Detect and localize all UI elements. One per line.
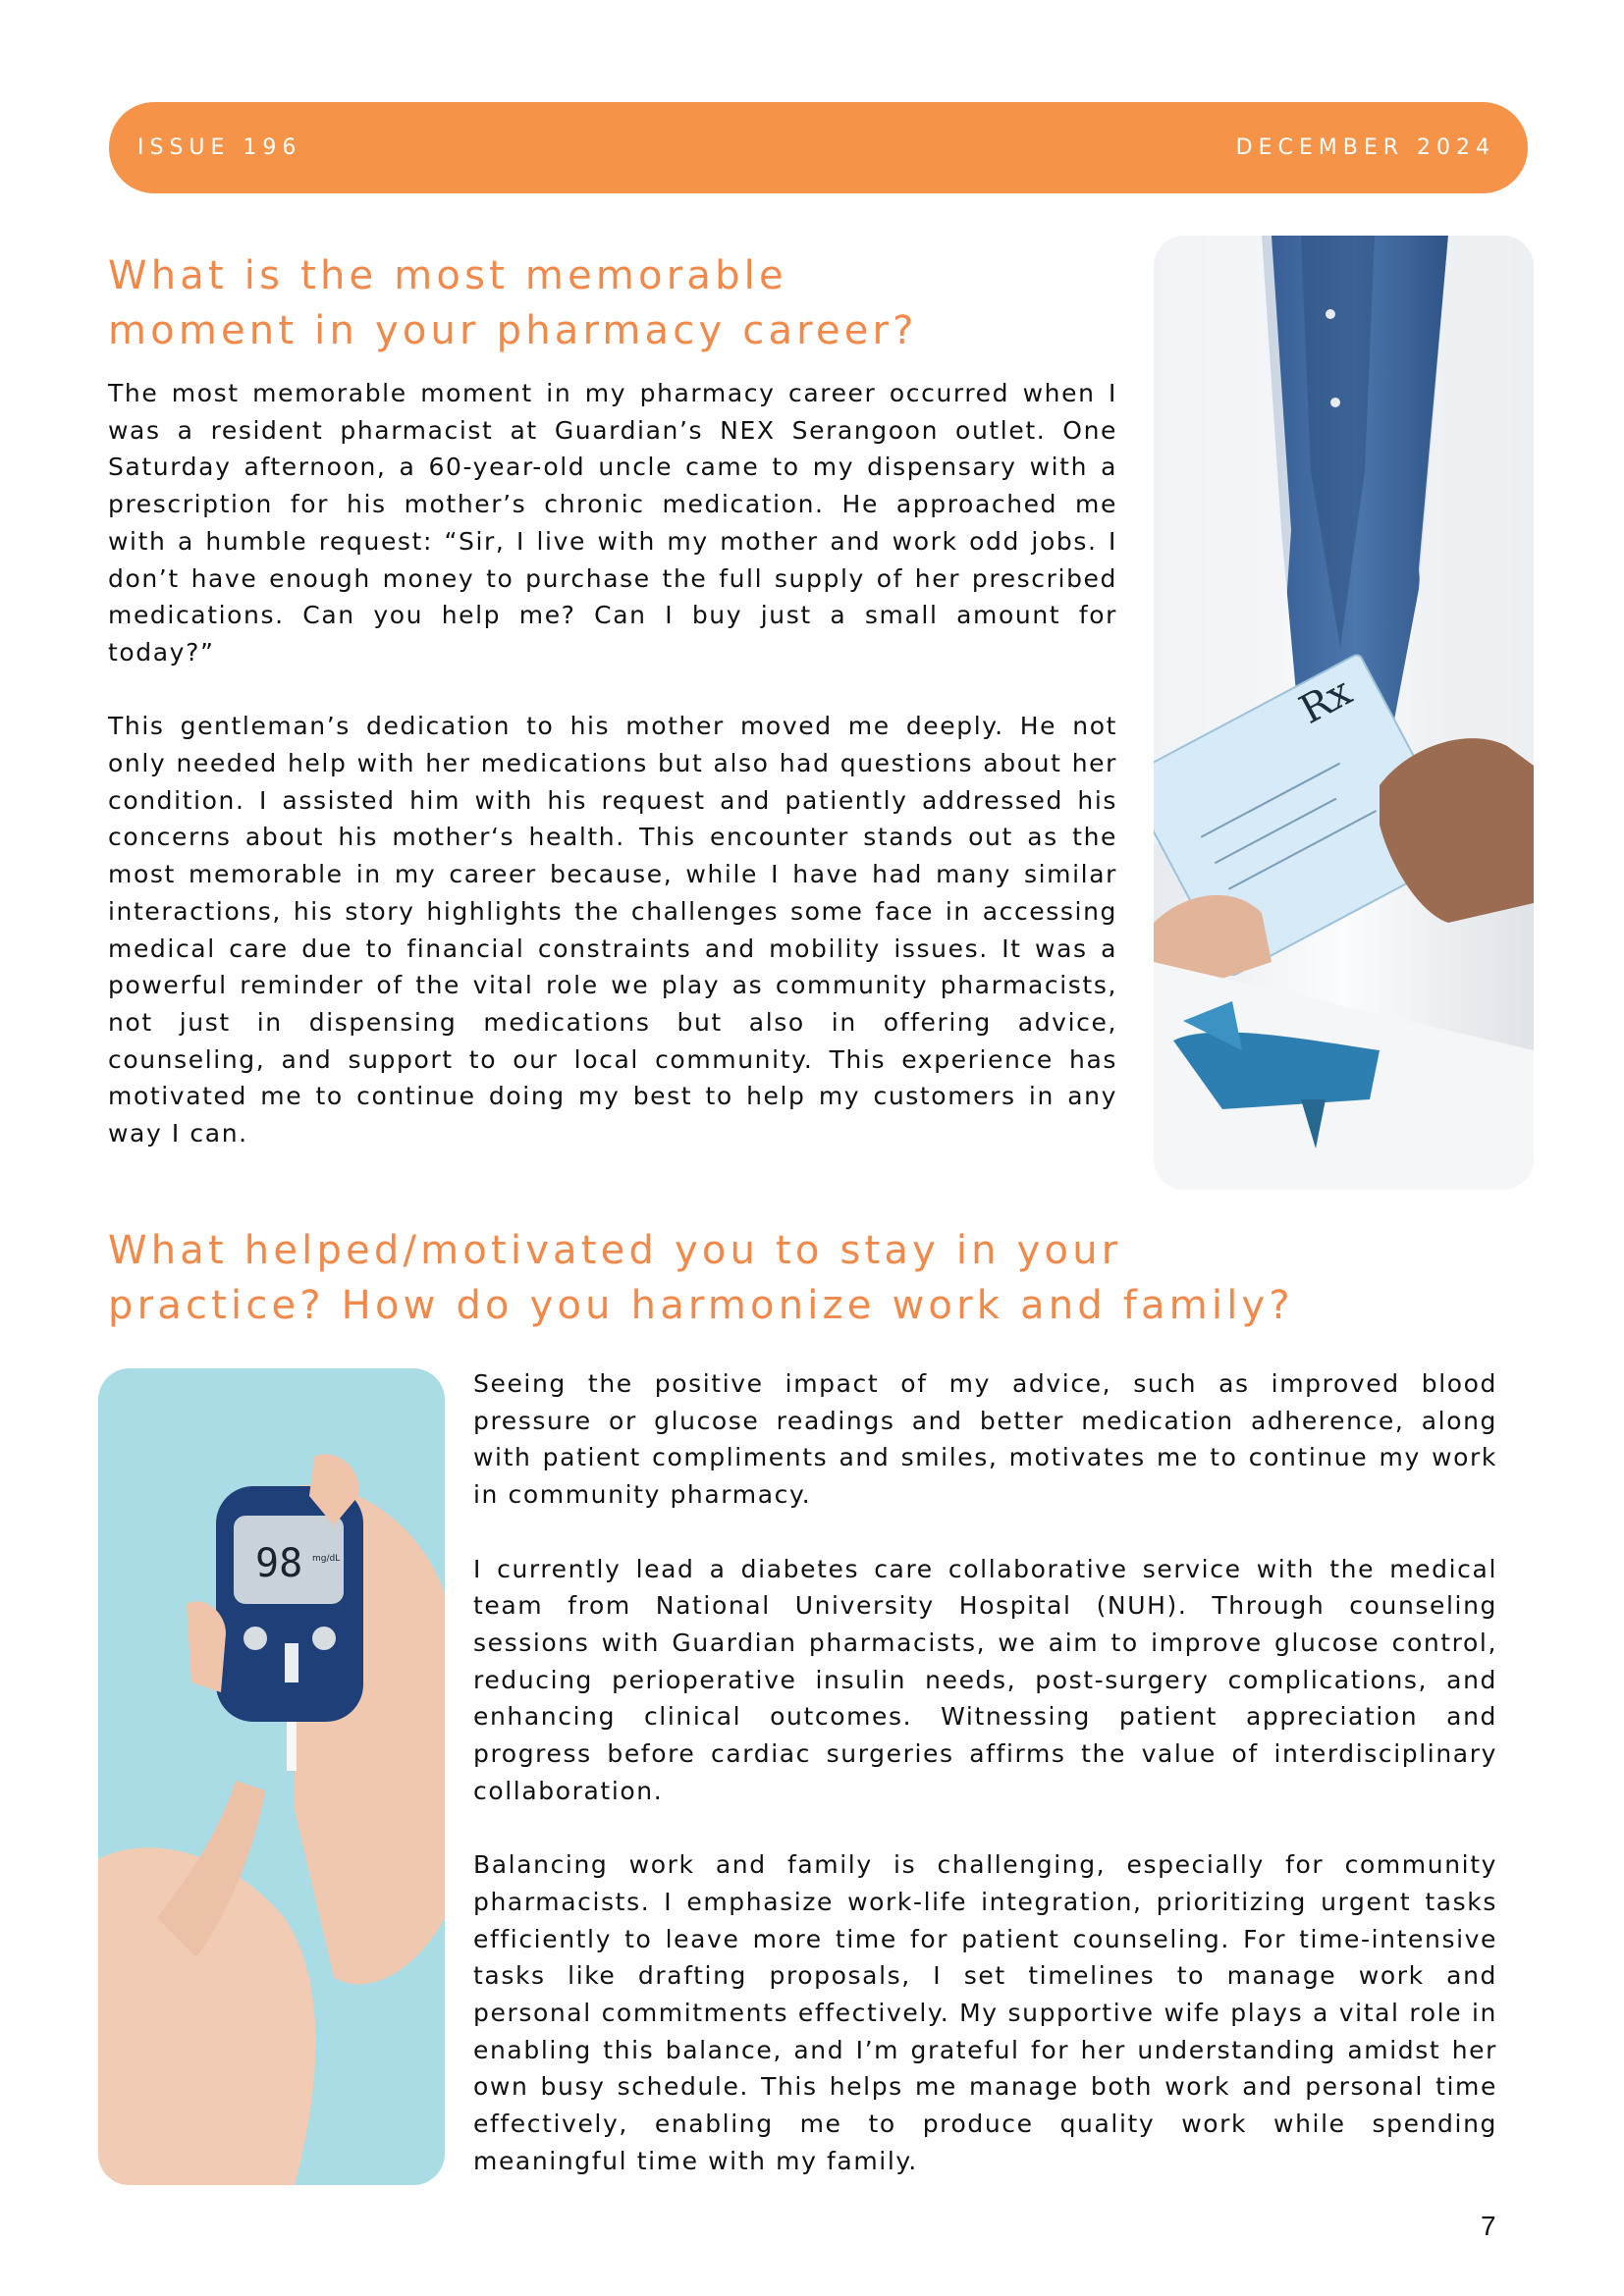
section2-paragraph: Balancing work and family is challenging, especially for community pharmacists. I emphasize work-life integration, prioritizing urgent tasks efficiently to leave more time for patient counseling. For time-intensive tasks like drafting proposals, I set timelines to manage work and personal commitments effectively. My supportive wife plays a vital role in enabling this balance, and I’m grateful for her understanding amidst her own busy schedule. This helps me manage both work and personal time effectively, enabling me to produce quality work while spending meaningful time with my family. <box>473 1850 1497 2175</box>
section2-heading-line2: practice? How do you harmonize work and family? <box>108 1283 1294 1328</box>
section1-body <box>108 375 1117 1152</box>
glucometer-reading: 98 <box>255 1541 303 1586</box>
section2-paragraph: I currently lead a diabetes care collaborative service with the medical team from National University Hospital (NUH). Through counseling sessions with Guardian pharmacists, we aim to improve glucose control, reducing perioperative insulin needs, post-surgery complications, and enhancing clinical outcomes. Witnessing patient appreciation and progress before cardiac surgeries affirms the value of interdisciplinary collaboration. <box>473 1554 1497 1805</box>
pharmacist-illustration <box>1154 236 1534 1190</box>
section1-paragraph: This gentleman’s dedication to his mother moved me deeply. He not only needed help with her medications but also had questions about her condition. I assisted him with his request and patiently addressed his concerns about his mother‘s health. This encounter stands out as the most memorable in my career because, while I have had many similar interactions, his story highlights the challenges some face in accessing medical care due to financial constraints and mobility issues. It was a powerful reminder of the vital role we play as community pharmacists, not just in dispensing medications but also in offering advice, counseling, and support to our local community. This experience has motivated me to continue doing my best to help my customers in any way I can. <box>108 712 1117 1148</box>
glucometer-photo <box>98 1368 445 2185</box>
glucometer-illustration <box>98 1368 445 2185</box>
issue-banner <box>109 102 1528 193</box>
glucometer-unit: mg/dL <box>312 1554 341 1564</box>
section2-paragraph: Seeing the positive impact of my advice, such as improved blood pressure or glucose readings and better medication adherence, along with patient compliments and smiles, motivates me to continue my work in community pharmacy. <box>473 1369 1497 1510</box>
issue-number: ISSUE 196 <box>137 135 302 160</box>
section1-heading <box>108 248 918 358</box>
rx-symbol: Rx <box>1292 668 1360 733</box>
issue-date: DECEMBER 2024 <box>1235 135 1495 160</box>
section1-heading-line2: moment in your pharmacy career? <box>108 308 918 353</box>
section2-heading <box>108 1223 1294 1333</box>
pharmacist-photo <box>1154 236 1534 1190</box>
section1-heading-line1: What is the most memorable <box>108 253 787 298</box>
section2-body <box>473 1365 1497 2179</box>
page-number: 7 <box>1481 2211 1496 2241</box>
section2-heading-line1: What helped/motivated you to stay in your <box>108 1228 1122 1273</box>
section1-paragraph: The most memorable moment in my pharmacy career occurred when I was a resident pharmacist at Guardian’s NEX Serangoon outlet. One Saturday afternoon, a 60-year-old uncle came to my dispensary with a prescription for his mother’s chronic medication. He approached me with a humble request: “Sir, I live with my mother and work odd jobs. I don’t have enough money to purchase the full supply of her prescribed medications. Can you help me? Can I buy just a small amount for today?” <box>108 379 1117 667</box>
